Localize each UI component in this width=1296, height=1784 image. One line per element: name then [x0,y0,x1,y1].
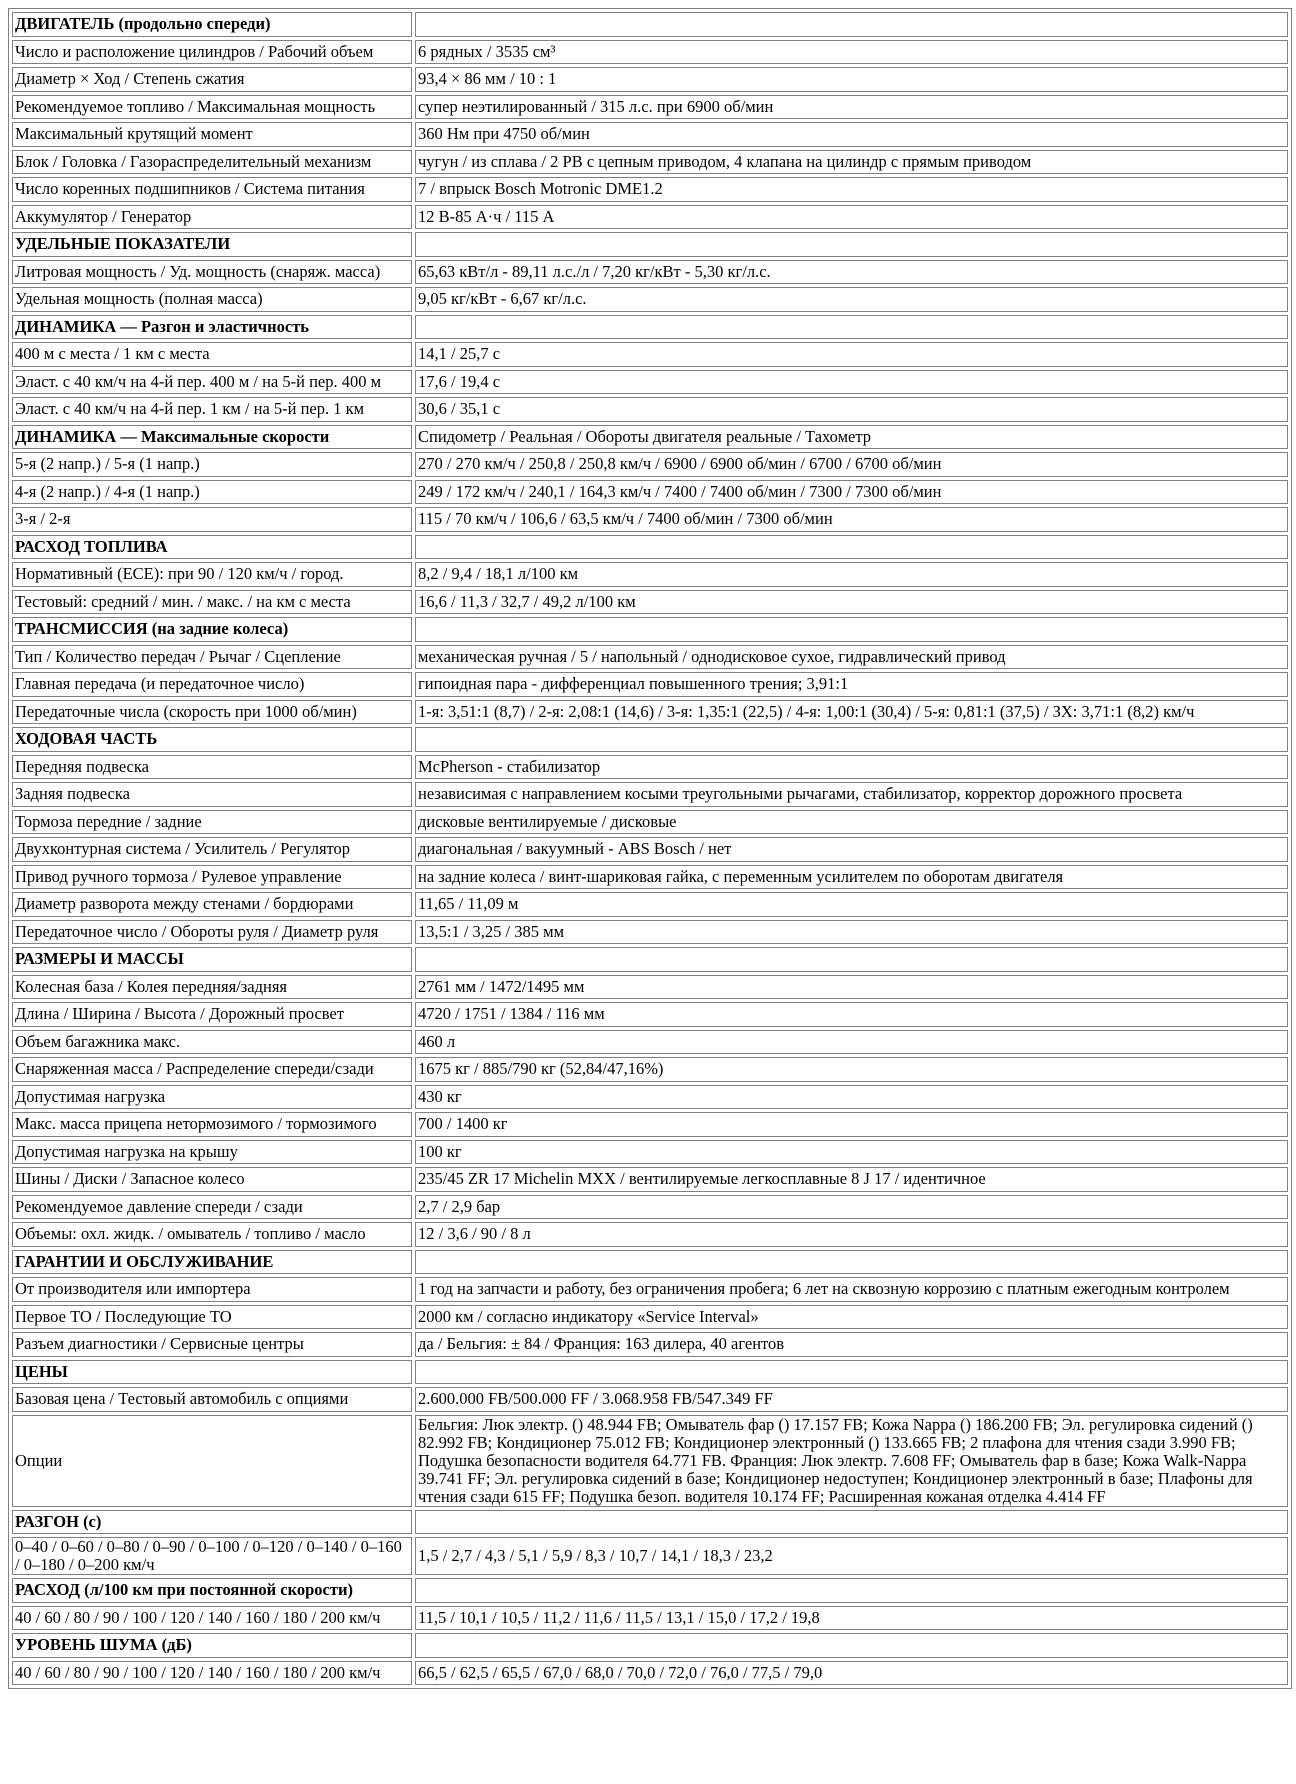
section-value [415,1510,1288,1535]
section-header-row [12,947,1288,972]
spec-row [12,810,1288,835]
spec-value: 9,05 кг/кВт - 6,67 кг/л.с. [415,287,1288,312]
section-header-row [12,232,1288,257]
spec-row [12,700,1288,725]
spec-label: Тип / Количество передач / Рычаг / Сцепление [12,645,412,670]
spec-value: 4720 / 1751 / 1384 / 116 мм [415,1002,1288,1027]
spec-row [12,1277,1288,1302]
spec-value: Бельгия: Люк электр. () 48.944 FB; Омыватель фар () 17.157 FB; Кожа Nappa () 186.200 FB; Эл. регулировка сидений () 82.992 FB; Кондиционер 75.012 FB; Кондиционер электронный () 133.665 FB; 2 плафона для чтения сзади 3.990 FB; Подушка безопасности водителя 64.771 FB. Франция: Люк электр. 7.608 FF; Омыватель фар в базе; Кожа Walk-Nappa 39.741 FF; Эл. регулировка сидений в базе; Кондиционер недоступен; Кондиционер электронный в базе; Плафоны для чтения сзади 615 FF; Подушка безоп. водителя 10.174 FF; Расширенная кожаная отделка 4.414 FF [415,1415,1288,1507]
spec-row [12,755,1288,780]
section-title: ТРАНСМИССИЯ (на задние колеса) [12,617,412,642]
spec-label: Тестовый: средний / мин. / макс. / на км с места [12,590,412,615]
spec-label: Число и расположение цилиндров / Рабочий объем [12,40,412,65]
spec-row [12,1415,1288,1507]
spec-value: да / Бельгия: ± 84 / Франция: 163 дилера, 40 агентов [415,1332,1288,1357]
spec-label: Базовая цена / Тестовый автомобиль с опциями [12,1387,412,1412]
spec-value: 249 / 172 км/ч / 240,1 / 164,3 км/ч / 7400 / 7400 об/мин / 7300 / 7300 об/мин [415,480,1288,505]
spec-row [12,95,1288,120]
spec-value: 13,5:1 / 3,25 / 385 мм [415,920,1288,945]
spec-value: 7 / впрыск Bosch Motronic DME1.2 [415,177,1288,202]
spec-value: 93,4 × 86 мм / 10 : 1 [415,67,1288,92]
spec-value: 14,1 / 25,7 с [415,342,1288,367]
spec-value: 270 / 270 км/ч / 250,8 / 250,8 км/ч / 6900 / 6900 об/мин / 6700 / 6700 об/мин [415,452,1288,477]
section-value [415,947,1288,972]
spec-value: 66,5 / 62,5 / 65,5 / 67,0 / 68,0 / 70,0 / 72,0 / 76,0 / 77,5 / 79,0 [415,1661,1288,1686]
section-value [415,1360,1288,1385]
spec-value: 700 / 1400 кг [415,1112,1288,1137]
spec-value: 1 год на запчасти и работу, без ограничения пробега; 6 лет на сквозную коррозию с платным ежегодным контролем [415,1277,1288,1302]
spec-value: механическая ручная / 5 / напольный / однодисковое сухое, гидравлический привод [415,645,1288,670]
spec-label: Рекомендуемое топливо / Максимальная мощность [12,95,412,120]
spec-label: 4-я (2 напр.) / 4-я (1 напр.) [12,480,412,505]
spec-value: гипоидная пара - дифференциал повышенного трения; 3,91:1 [415,672,1288,697]
spec-label: Макс. масса прицепа нетормозимого / тормозимого [12,1112,412,1137]
spec-value: 115 / 70 км/ч / 106,6 / 63,5 км/ч / 7400 об/мин / 7300 об/мин [415,507,1288,532]
spec-label: Максимальный крутящий момент [12,122,412,147]
spec-row [12,920,1288,945]
spec-row [12,342,1288,367]
spec-value: 2000 км / согласно индикатору «Service Interval» [415,1305,1288,1330]
spec-label: Объемы: охл. жидк. / омыватель / топливо / масло [12,1222,412,1247]
spec-row [12,1537,1288,1575]
section-title: ХОДОВАЯ ЧАСТЬ [12,727,412,752]
section-header-row [12,1578,1288,1603]
spec-value: 65,63 кВт/л - 89,11 л.с./л / 7,20 кг/кВт - 5,30 кг/л.с. [415,260,1288,285]
spec-label: Диаметр × Ход / Степень сжатия [12,67,412,92]
spec-row [12,177,1288,202]
spec-row [12,287,1288,312]
spec-label: Число коренных подшипников / Система питания [12,177,412,202]
spec-row [12,507,1288,532]
section-header-row [12,1360,1288,1385]
spec-row [12,590,1288,615]
spec-value: 16,6 / 11,3 / 32,7 / 49,2 л/100 км [415,590,1288,615]
section-header-row [12,727,1288,752]
spec-value: 100 кг [415,1140,1288,1165]
spec-row [12,480,1288,505]
spec-value: на задние колеса / винт-шариковая гайка, с переменным усилителем по оборотам двигателя [415,865,1288,890]
spec-row [12,122,1288,147]
spec-label: Аккумулятор / Генератор [12,205,412,230]
section-title: УРОВЕНЬ ШУМА (дБ) [12,1633,412,1658]
section-header-row [12,617,1288,642]
section-title: РАСХОД ТОПЛИВА [12,535,412,560]
spec-row [12,1661,1288,1686]
spec-table [8,8,1292,1689]
spec-value: McPherson - стабилизатор [415,755,1288,780]
section-value [415,12,1288,37]
section-value [415,1250,1288,1275]
spec-value: чугун / из сплава / 2 РВ с цепным приводом, 4 клапана на цилиндр с прямым приводом [415,150,1288,175]
section-value [415,1578,1288,1603]
spec-row [12,260,1288,285]
spec-row [12,1332,1288,1357]
spec-label: Двухконтурная система / Усилитель / Регулятор [12,837,412,862]
section-title: РАСХОД (л/100 км при постоянной скорости) [12,1578,412,1603]
spec-label: Эласт. с 40 км/ч на 4-й пер. 400 м / на 5-й пер. 400 м [12,370,412,395]
spec-row [12,865,1288,890]
spec-label: Рекомендуемое давление спереди / сзади [12,1195,412,1220]
spec-row [12,67,1288,92]
spec-row [12,1167,1288,1192]
spec-label: Допустимая нагрузка на крышу [12,1140,412,1165]
spec-label: Диаметр разворота между стенами / бордюрами [12,892,412,917]
section-header-row [12,1250,1288,1275]
spec-value: 2,7 / 2,9 бар [415,1195,1288,1220]
spec-row [12,1002,1288,1027]
spec-row [12,205,1288,230]
spec-label: Колесная база / Колея передняя/задняя [12,975,412,1000]
spec-row [12,40,1288,65]
spec-label: 0–40 / 0–60 / 0–80 / 0–90 / 0–100 / 0–120 / 0–140 / 0–160 / 0–180 / 0–200 км/ч [12,1537,412,1575]
spec-value: 1,5 / 2,7 / 4,3 / 5,1 / 5,9 / 8,3 / 10,7 / 14,1 / 18,3 / 23,2 [415,1537,1288,1575]
spec-label: Шины / Диски / Запасное колесо [12,1167,412,1192]
spec-row [12,1222,1288,1247]
section-title: УДЕЛЬНЫЕ ПОКАЗАТЕЛИ [12,232,412,257]
section-value [415,232,1288,257]
spec-value: 8,2 / 9,4 / 18,1 л/100 км [415,562,1288,587]
spec-value: 235/45 ZR 17 Michelin MXX / вентилируемые легкосплавные 8 J 17 / идентичное [415,1167,1288,1192]
section-title: ДВИГАТЕЛЬ (продольно спереди) [12,12,412,37]
section-value [415,535,1288,560]
spec-value: 1675 кг / 885/790 кг (52,84/47,16%) [415,1057,1288,1082]
spec-row [12,1085,1288,1110]
spec-label: Передаточное число / Обороты руля / Диаметр руля [12,920,412,945]
section-header-row [12,1633,1288,1658]
spec-row [12,1387,1288,1412]
spec-row [12,645,1288,670]
section-value [415,727,1288,752]
spec-row [12,1057,1288,1082]
spec-row [12,782,1288,807]
spec-row [12,1140,1288,1165]
spec-row [12,672,1288,697]
spec-label: Снаряженная масса / Распределение спереди/сзади [12,1057,412,1082]
section-header-row [12,535,1288,560]
spec-row [12,1195,1288,1220]
spec-label: Нормативный (ECE): при 90 / 120 км/ч / город. [12,562,412,587]
spec-row [12,562,1288,587]
spec-value: 11,5 / 10,1 / 10,5 / 11,2 / 11,6 / 11,5 / 13,1 / 15,0 / 17,2 / 19,8 [415,1606,1288,1631]
section-value [415,1633,1288,1658]
spec-row [12,452,1288,477]
spec-row [12,1030,1288,1055]
spec-table-body [12,12,1288,1685]
spec-label: 40 / 60 / 80 / 90 / 100 / 120 / 140 / 160 / 180 / 200 км/ч [12,1661,412,1686]
spec-value: 2761 мм / 1472/1495 мм [415,975,1288,1000]
spec-label: Передняя подвеска [12,755,412,780]
section-title: ДИНАМИКА — Максимальные скорости [12,425,412,450]
spec-label: Передаточные числа (скорость при 1000 об/мин) [12,700,412,725]
spec-value: 430 кг [415,1085,1288,1110]
spec-label: Тормоза передние / задние [12,810,412,835]
spec-label: Привод ручного тормоза / Рулевое управление [12,865,412,890]
spec-value: дисковые вентилируемые / дисковые [415,810,1288,835]
section-title: ЦЕНЫ [12,1360,412,1385]
spec-row [12,1606,1288,1631]
spec-label: Блок / Головка / Газораспределительный механизм [12,150,412,175]
section-title: ГАРАНТИИ И ОБСЛУЖИВАНИЕ [12,1250,412,1275]
spec-label: Разъем диагностики / Сервисные центры [12,1332,412,1357]
section-value [415,617,1288,642]
spec-row [12,150,1288,175]
spec-row [12,837,1288,862]
spec-row [12,892,1288,917]
spec-label: 5-я (2 напр.) / 5-я (1 напр.) [12,452,412,477]
spec-value: 460 л [415,1030,1288,1055]
spec-value: 30,6 / 35,1 с [415,397,1288,422]
spec-label: 40 / 60 / 80 / 90 / 100 / 120 / 140 / 160 / 180 / 200 км/ч [12,1606,412,1631]
spec-label: Эласт. с 40 км/ч на 4-й пер. 1 км / на 5-й пер. 1 км [12,397,412,422]
section-header-row [12,12,1288,37]
spec-value: независимая с направлением косыми треугольными рычагами, стабилизатор, корректор дорожного просвета [415,782,1288,807]
spec-value: 360 Нм при 4750 об/мин [415,122,1288,147]
spec-label: Литровая мощность / Уд. мощность (снаряж. масса) [12,260,412,285]
spec-label: 400 м с места / 1 км с места [12,342,412,367]
spec-row [12,397,1288,422]
spec-label: Допустимая нагрузка [12,1085,412,1110]
spec-label: Удельная мощность (полная масса) [12,287,412,312]
spec-label: Объем багажника макс. [12,1030,412,1055]
section-value: Спидометр / Реальная / Обороты двигателя реальные / Тахометр [415,425,1288,450]
spec-value: 12 В-85 А·ч / 115 А [415,205,1288,230]
section-header-row [12,425,1288,450]
spec-label: Опции [12,1415,412,1507]
spec-row [12,370,1288,395]
spec-value: 11,65 / 11,09 м [415,892,1288,917]
spec-row [12,1112,1288,1137]
spec-label: 3-я / 2-я [12,507,412,532]
section-header-row [12,315,1288,340]
spec-value: 2.600.000 FB/500.000 FF / 3.068.958 FB/547.349 FF [415,1387,1288,1412]
section-title: РАЗГОН (с) [12,1510,412,1535]
spec-row [12,975,1288,1000]
spec-label: От производителя или импортера [12,1277,412,1302]
spec-label: Главная передача (и передаточное число) [12,672,412,697]
spec-value: 17,6 / 19,4 с [415,370,1288,395]
spec-value: 12 / 3,6 / 90 / 8 л [415,1222,1288,1247]
spec-row [12,1305,1288,1330]
spec-value: 6 рядных / 3535 см³ [415,40,1288,65]
section-title: ДИНАМИКА — Разгон и эластичность [12,315,412,340]
spec-label: Длина / Ширина / Высота / Дорожный просвет [12,1002,412,1027]
spec-label: Задняя подвеска [12,782,412,807]
section-header-row [12,1510,1288,1535]
spec-value: супер неэтилированный / 315 л.с. при 6900 об/мин [415,95,1288,120]
section-title: РАЗМЕРЫ И МАССЫ [12,947,412,972]
spec-label: Первое ТО / Последующие ТО [12,1305,412,1330]
section-value [415,315,1288,340]
spec-value: диагональная / вакуумный - ABS Bosch / нет [415,837,1288,862]
spec-value: 1-я: 3,51:1 (8,7) / 2-я: 2,08:1 (14,6) / 3-я: 1,35:1 (22,5) / 4-я: 1,00:1 (30,4) / 5-я: 0,81:1 (37,5) / ЗХ: 3,71:1 (8,2) км/ч [415,700,1288,725]
